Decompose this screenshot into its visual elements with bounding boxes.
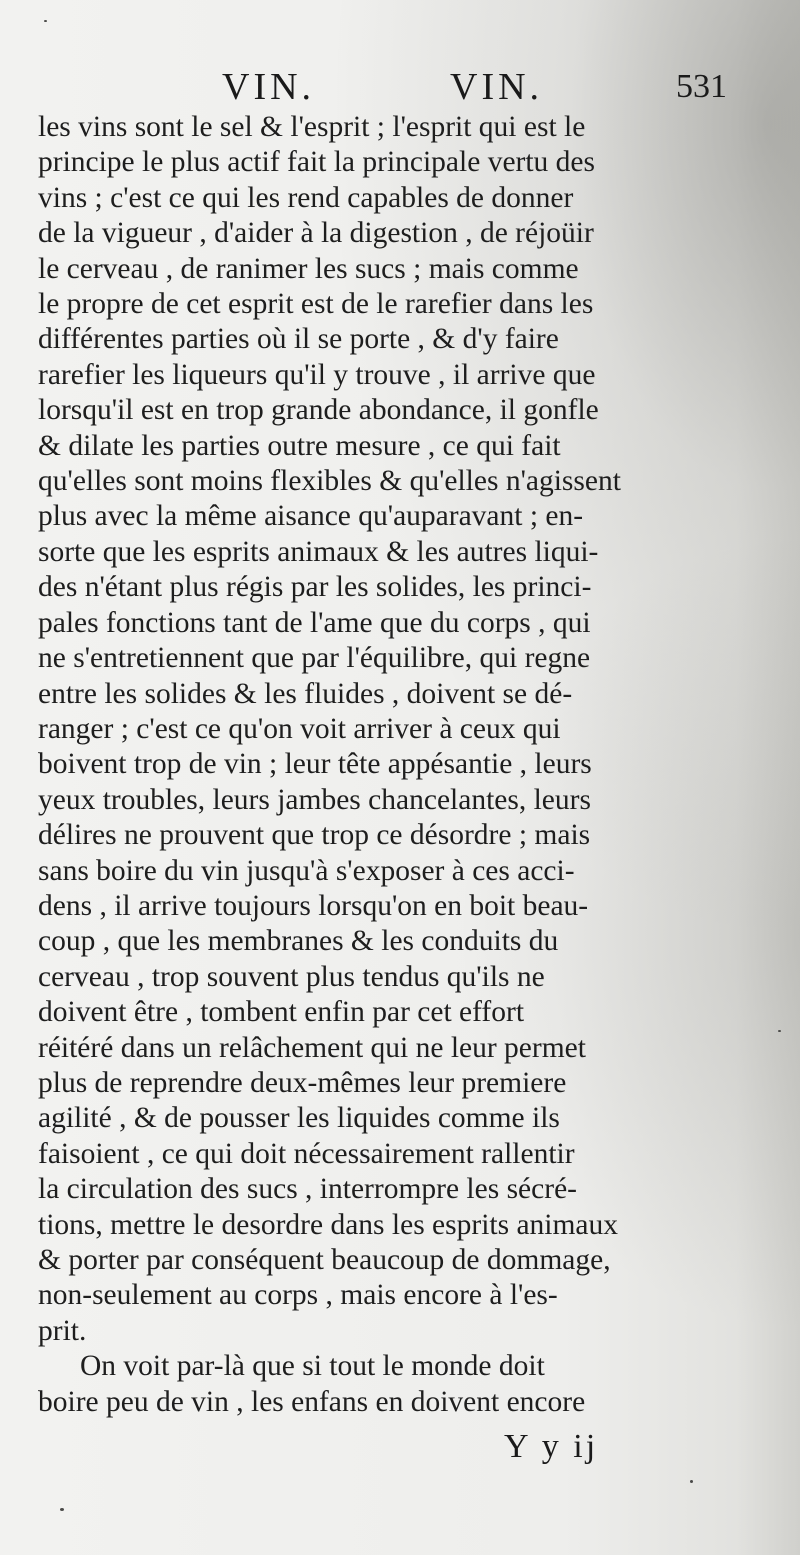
running-head-right: VIN. [450,66,544,108]
text-line: & porter par conséquent beaucoup de dommage, [38,1244,611,1276]
running-head-left: VIN. [222,66,316,108]
page-number: 531 [676,68,727,105]
text-line: différentes parties où il se porte , & d'y faire [38,323,559,356]
text-line: coup , que les membranes & les conduits du [38,925,559,958]
paper-speck [690,1480,693,1483]
text-line: sans boire du vin jusqu'à s'exposer à ces acci- [38,854,575,887]
text-line: délires ne prouvent que trop ce désordre ; mais [38,819,591,852]
text-line: de la vigueur , d'aider à la digestion , de réjoüir [38,217,594,250]
paper-speck [44,20,47,22]
text-line: prit. [38,1314,87,1347]
text-line: plus avec la même aisance qu'auparavant ; en- [38,500,584,533]
text-line: ranger ; c'est ce qu'on voit arriver à ceux qui [38,712,561,745]
running-head [0,62,800,112]
text-line: lorsqu'il est en trop grande abondance, il gonfle [38,394,599,427]
text-line: dens , il arrive toujours lorsqu'on en boit beau- [38,889,589,922]
body-text [38,110,768,1420]
text-line: le cerveau , de ranimer les sucs ; mais comme [38,252,579,285]
text-line: les vins sont le sel & l'esprit ; l'esprit qui est le [38,111,586,143]
text-line: agilité , & de pousser les liquides comme ils [38,1102,560,1135]
text-line: sorte que les esprits animaux & les autres liqui- [38,535,599,568]
text-line: doivent être , tombent enfin par cet effort [38,996,525,1029]
text-line: boire peu de vin , les enfans en doivent encore [38,1385,586,1418]
text-line: la circulation des sucs , interrompre les sécré- [38,1173,577,1206]
text-line: tions, mettre le desordre dans les esprits animaux [38,1208,619,1241]
paper-speck [778,1030,781,1032]
text-line: cerveau , trop souvent plus tendus qu'ils ne [38,960,545,993]
paper-speck [60,1508,64,1511]
text-line: faisoient , ce qui doit nécessairement rallentir [38,1137,575,1170]
text-line: yeux troubles, leurs jambes chancelantes, leurs [38,783,591,816]
text-line-paragraph-start: On voit par-là que si tout le monde doit [80,1350,545,1383]
text-line: entre les solides & les fluides , doivent se dé- [38,677,573,710]
text-line: & dilate les parties outre mesure , ce qui fait [38,429,561,462]
text-line: ne s'entretiennent que par l'équilibre, qui regne [38,642,591,675]
text-line: plus de reprendre deux-mêmes leur premiere [38,1066,567,1099]
text-line: qu'elles sont moins flexibles & qu'elles n'agissent [38,465,621,498]
text-line: le propre de cet esprit est de le rarefier dans les [38,288,594,321]
text-line: non-seulement au corps , mais encore à l'es- [38,1279,558,1312]
text-line: réitéré dans un relâchement qui ne leur permet [38,1031,586,1064]
signature-mark: Y y ij [504,1428,599,1465]
text-line: rarefier les liqueurs qu'il y trouve , il arrive que [38,358,596,391]
text-line: boivent trop de vin ; leur tête appésantie , leurs [38,748,592,781]
text-line: principe le plus actif fait la principale vertu des [38,146,595,179]
text-line: des n'étant plus régis par les solides, les princi- [38,571,592,604]
text-line: pales fonctions tant de l'ame que du corps , qui [38,606,591,639]
text-line: vins ; c'est ce qui les rend capables de donner [38,181,574,214]
